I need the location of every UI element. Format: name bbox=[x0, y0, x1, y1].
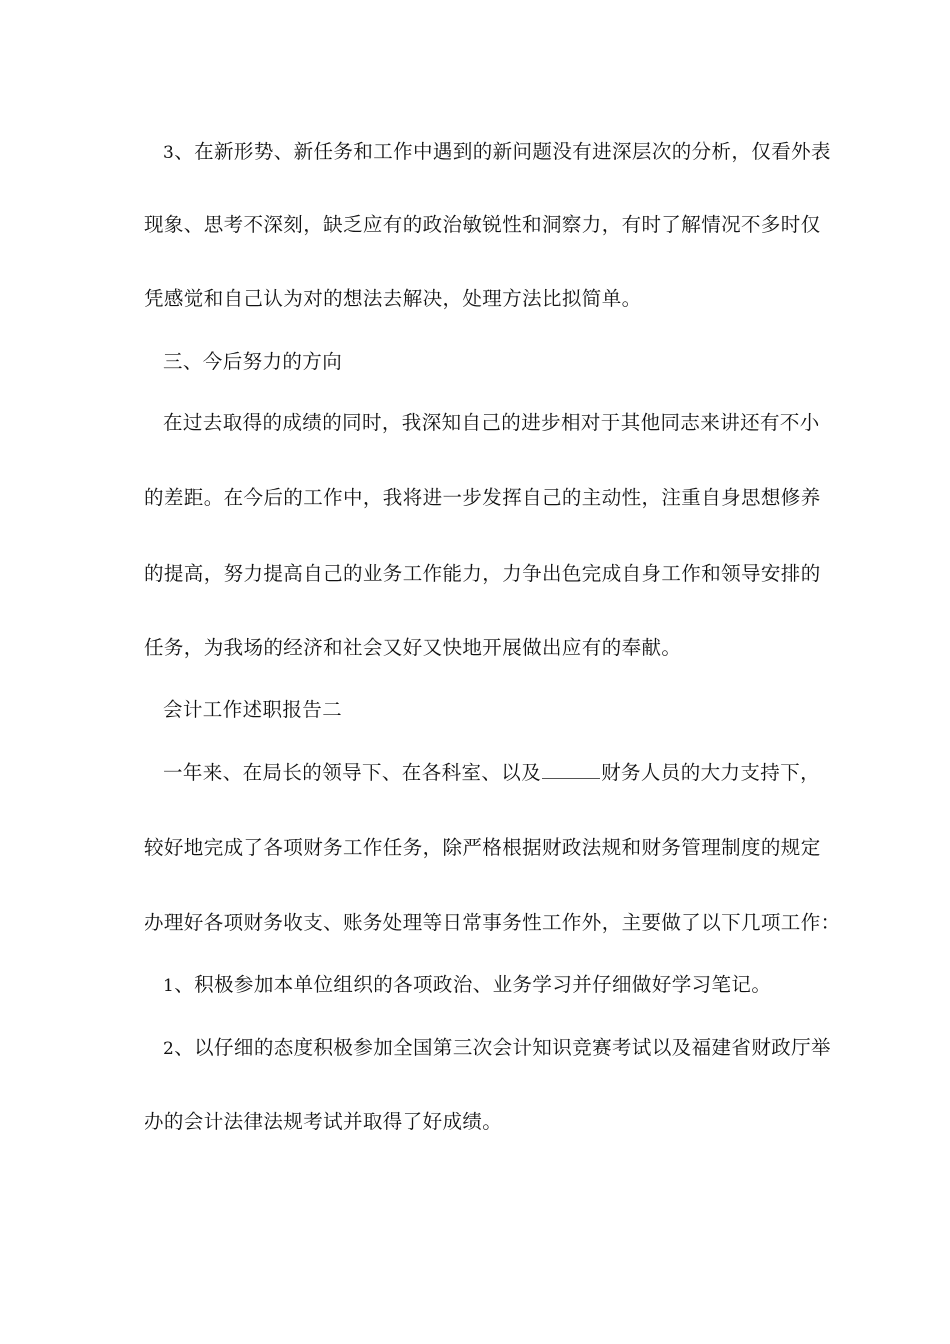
paragraph-line bbox=[163, 760, 843, 786]
line-text: 财务人员的大力支持下， bbox=[601, 761, 821, 784]
list-item bbox=[163, 972, 843, 999]
paragraph-line: 办的会计法律法规考试并取得了好成绩。 bbox=[144, 1110, 503, 1133]
line-text: 、积极参加本单位组织的各项政治、业务学习并仔细做好学习笔记。 bbox=[174, 973, 772, 996]
report-title: 会计工作述职报告二 bbox=[163, 698, 343, 721]
line-text: 、以仔细的态度积极参加全国第三次会计知识竞赛考试以及福建省财政厅举 bbox=[174, 1036, 831, 1059]
paragraph-line bbox=[163, 139, 843, 166]
paragraph-line: 在过去取得的成绩的同时，我深知自己的进步相对于其他同志来讲还有不小 bbox=[163, 411, 820, 434]
paragraph-line: 任务，为我场的经济和社会又好又快地开展做出应有的奉献。 bbox=[144, 636, 682, 659]
list-item bbox=[163, 1035, 843, 1062]
line-text: 一年来、在局长的领导下、在各科室、以及 bbox=[163, 761, 542, 784]
list-number: 3 bbox=[163, 143, 175, 163]
paragraph-line: 的提高，努力提高自己的业务工作能力，力争出色完成自身工作和领导安排的 bbox=[144, 562, 821, 585]
list-number: 1 bbox=[163, 976, 175, 996]
paragraph-line: 凭感觉和自己认为对的想法去解决，处理方法比拟简单。 bbox=[144, 287, 642, 310]
paragraph-line: 的差距。在今后的工作中，我将进一步发挥自己的主动性，注重自身思想修养 bbox=[144, 486, 821, 509]
paragraph-line: 现象、思考不深刻，缺乏应有的政治敏锐性和洞察力，有时了解情况不多时仅 bbox=[144, 213, 821, 236]
paragraph-line: 较好地完成了各项财务工作任务，除严格根据财政法规和财务管理制度的规定 bbox=[144, 836, 821, 859]
paragraph-line: 办理好各项财务收支、账务处理等日常事务性工作外，主要做了以下几项工作： bbox=[144, 911, 841, 934]
fill-in-blank bbox=[542, 760, 600, 779]
section-heading: 三、今后努力的方向 bbox=[163, 350, 343, 373]
line-text: 、在新形势、新任务和工作中遇到的新问题没有进深层次的分析，仅看外表 bbox=[174, 140, 831, 163]
list-number: 2 bbox=[163, 1039, 175, 1059]
